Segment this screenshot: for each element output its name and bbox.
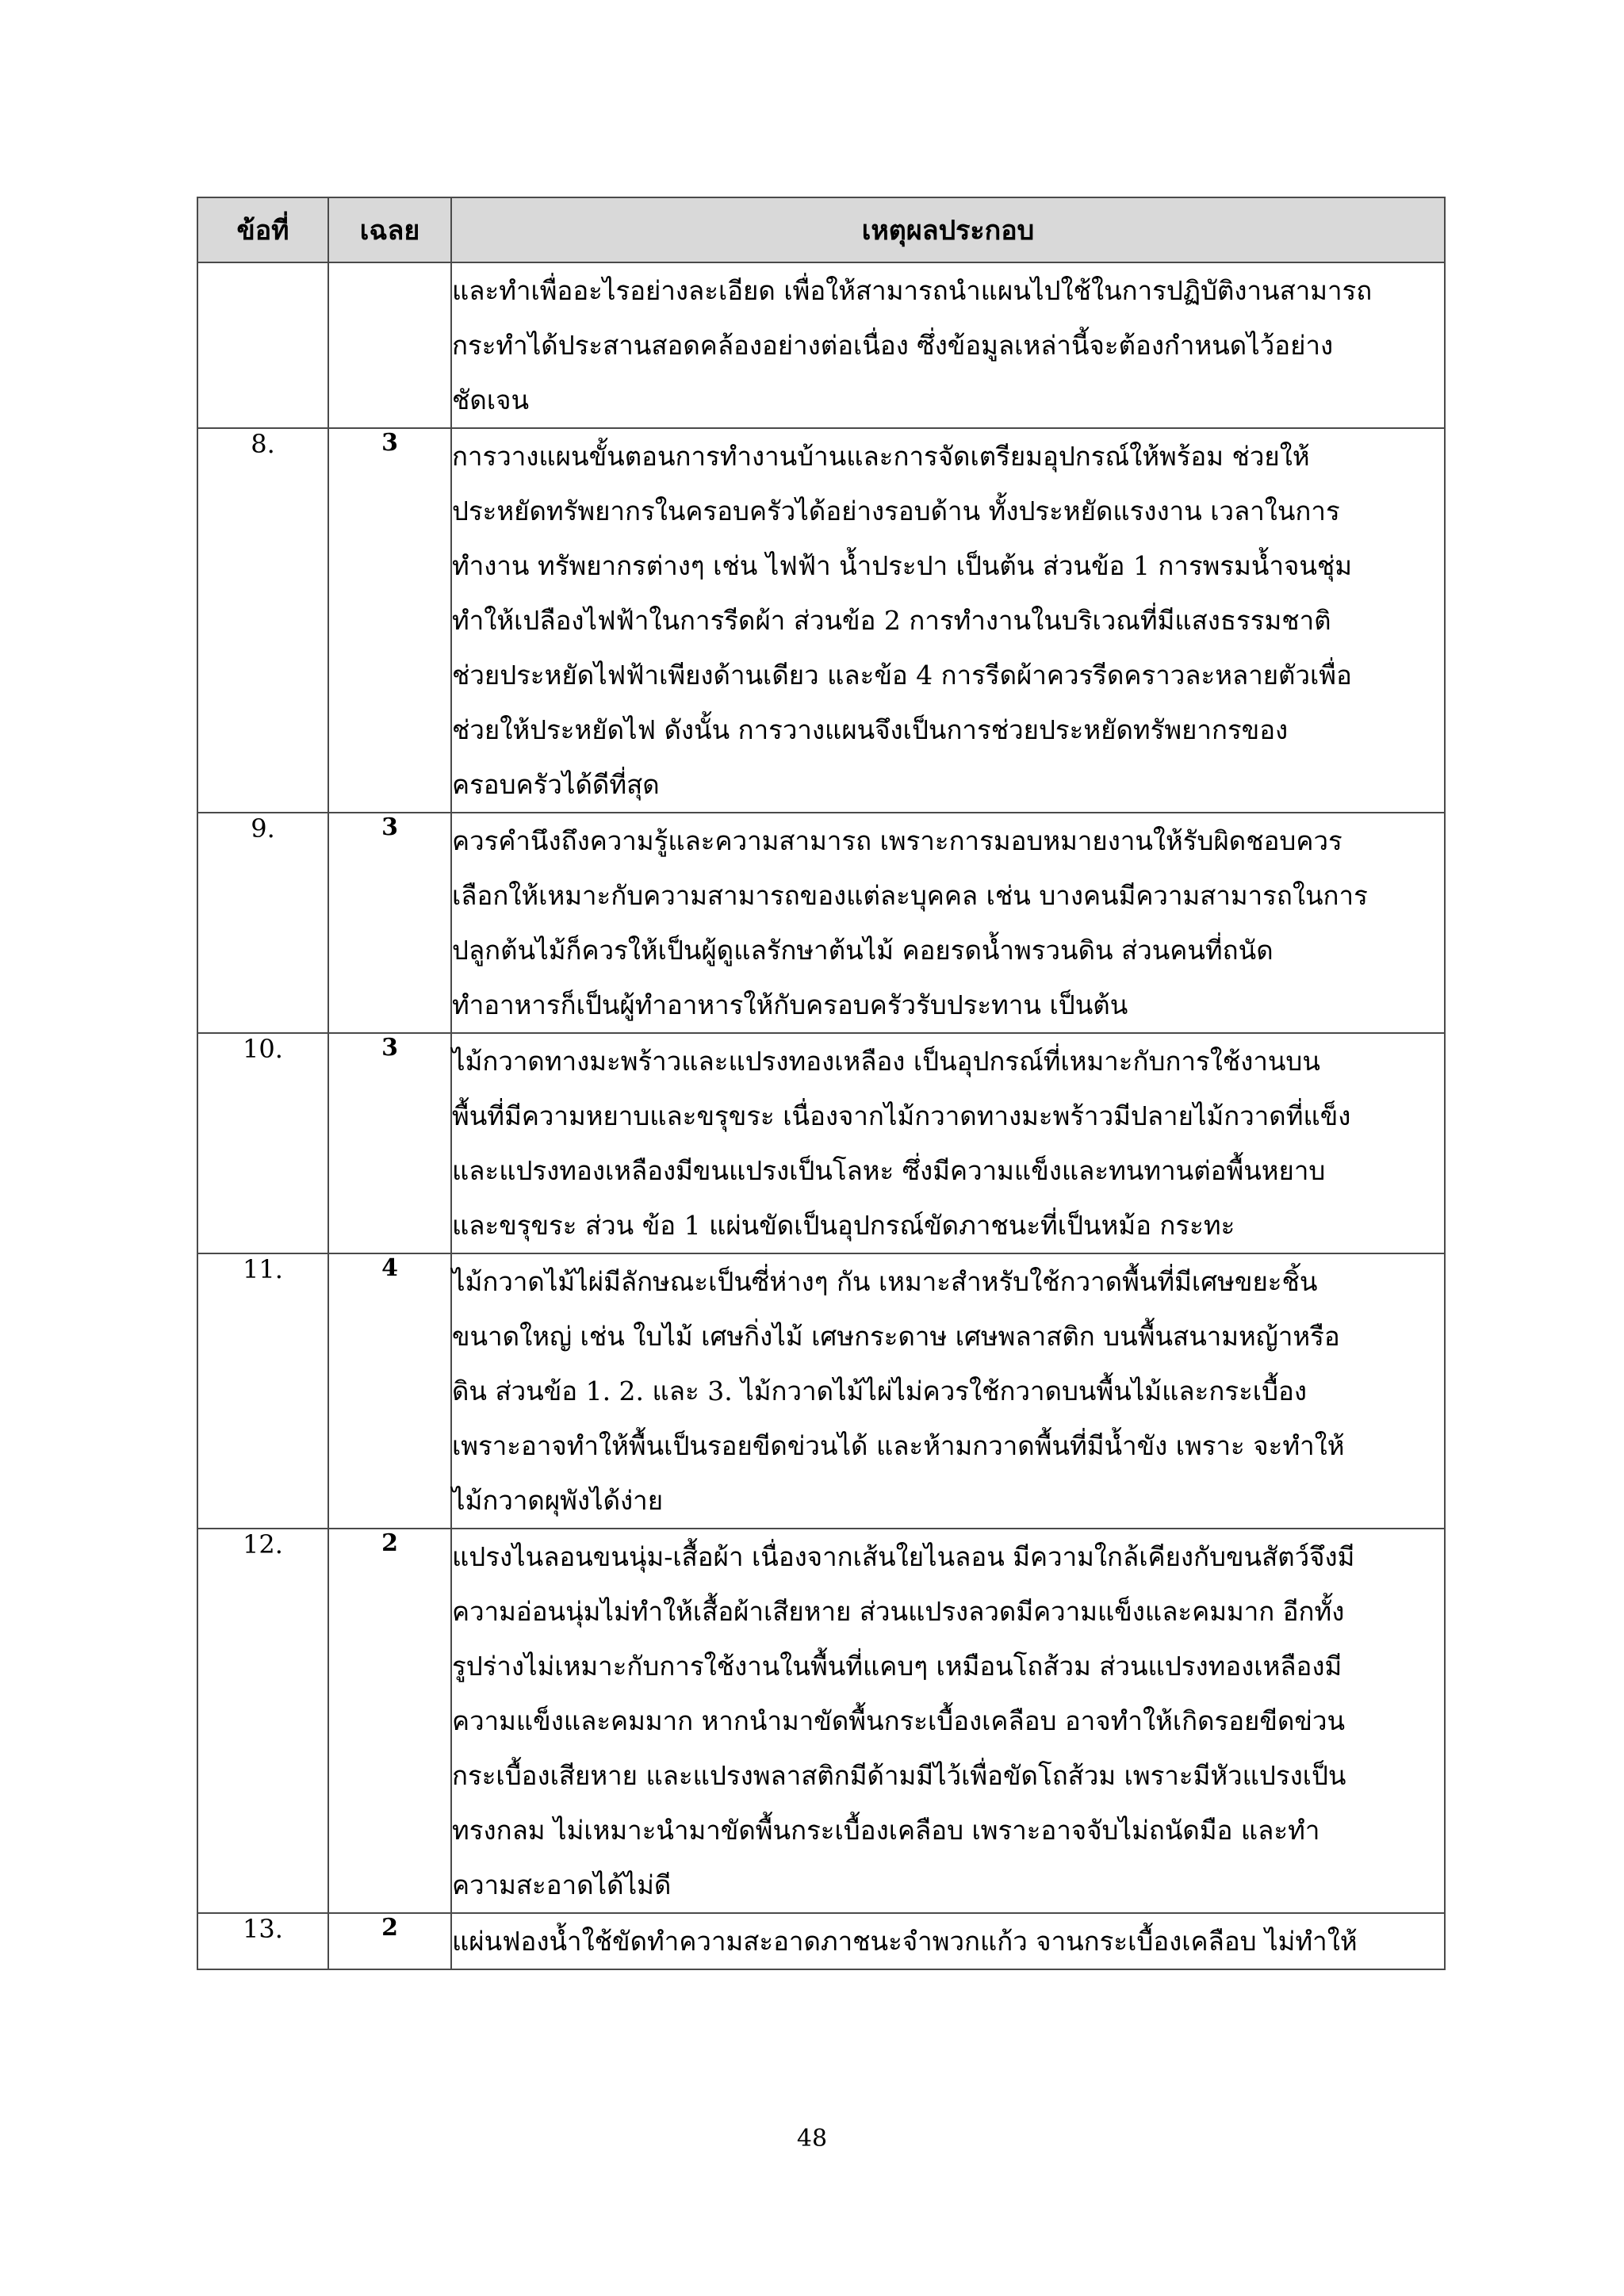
question-number: 12.	[197, 1529, 328, 1913]
answer-key: 3	[328, 1033, 451, 1253]
reason-line: ทรงกลม ไม่เหมาะนำมาขัดพื้นกระเบื้องเคลือบ เพราะอาจจับไม่ถนัดมือ และทำ	[452, 1815, 1320, 1846]
reason-line: ช่วยให้ประหยัดไฟ ดังนั้น การวางแผนจึงเป็นการช่วยประหยัดทรัพยากรของ	[452, 714, 1289, 745]
reason-text	[451, 262, 1445, 428]
question-number: 9.	[197, 813, 328, 1033]
reason-text	[451, 1913, 1445, 1969]
reason-line: กระเบื้องเสียหาย และแปรงพลาสติกมีด้ามมีไว้เพื่อขัดโถส้วม เพราะมีหัวแปรงเป็น	[452, 1760, 1346, 1791]
question-number: 13.	[197, 1913, 328, 1969]
reason-line: กระทำได้ประสานสอดคล้องอย่างต่อเนื่อง ซึ่งข้อมูลเหล่านี้จะต้องกำหนดไว้อย่าง	[452, 330, 1334, 361]
answer-key: 3	[328, 813, 451, 1033]
reason-text	[451, 813, 1445, 1033]
reason-line: รูปร่างไม่เหมาะกับการใช้งานในพื้นที่แคบๆ เหมือนโถส้วม ส่วนแปรงทองเหลืองมี	[452, 1651, 1342, 1682]
reason-line: ควรคำนึงถึงความรู้และความสามารถ เพราะการมอบหมายงานให้รับผิดชอบควร	[452, 825, 1342, 856]
header-answer: เฉลย	[328, 197, 451, 262]
reason-line: ไม้กวาดผุพังได้ง่าย	[452, 1485, 664, 1516]
reason-line: ทำอาหารก็เป็นผู้ทำอาหารให้กับครอบครัวรับประทาน เป็นต้น	[452, 989, 1128, 1020]
reason-line: ไม้กวาดไม้ไผ่มีลักษณะเป็นซี่ห่างๆ กัน เหมาะสำหรับใช้กวาดพื้นที่มีเศษขยะชิ้น	[452, 1266, 1318, 1297]
reason-line: และแปรงทองเหลืองมีขนแปรงเป็นโลหะ ซึ่งมีความแข็งและทนทานต่อพื้นหยาบ	[452, 1155, 1326, 1186]
reason-line: ทำให้เปลืองไฟฟ้าในการรีดผ้า ส่วนข้อ 2 การทำงานในบริเวณที่มีแสงธรรมชาติ	[452, 605, 1331, 636]
reason-line: เลือกให้เหมาะกับความสามารถของแต่ละบุคคล เช่น บางคนมีความสามารถในการ	[452, 880, 1368, 911]
header-row	[197, 197, 1445, 262]
reason-text	[451, 428, 1445, 813]
reason-line: ประหยัดทรัพยากรในครอบครัวได้อย่างรอบด้าน ทั้งประหยัดแรงงาน เวลาในการ	[452, 496, 1340, 526]
answer-key: 3	[328, 428, 451, 813]
reason-line: ความสะอาดได้ไม่ดี	[452, 1869, 672, 1900]
header-reason: เหตุผลประกอบ	[451, 197, 1445, 262]
page-number: 48	[796, 2125, 828, 2152]
reason-line: แปรงไนลอนขนนุ่ม-เสื้อผ้า เนื่องจากเส้นใยไนลอน มีความใกล้เคียงกับขนสัตว์จึงมี	[452, 1541, 1355, 1572]
table-row	[197, 1253, 1445, 1529]
answer-key: 2	[328, 1529, 451, 1913]
reason-line: เพราะอาจทำให้พื้นเป็นรอยขีดข่วนได้ และห้ามกวาดพื้นที่มีน้ำขัง เพราะ จะทำให้	[452, 1430, 1345, 1461]
table-body	[197, 262, 1445, 1969]
reason-line: ทำงาน ทรัพยากรต่างๆ เช่น ไฟฟ้า น้ำประปา เป็นต้น ส่วนข้อ 1 การพรมน้ำจนชุ่ม	[452, 550, 1353, 581]
table-row	[197, 813, 1445, 1033]
reason-line: ชัดเจน	[452, 385, 530, 415]
reason-line: ความแข็งและคมมาก หากนำมาขัดพื้นกระเบื้องเคลือบ อาจทำให้เกิดรอยขีดข่วน	[452, 1705, 1346, 1736]
reason-text	[451, 1529, 1445, 1913]
reason-line: พื้นที่มีความหยาบและขรุขระ เนื่องจากไม้กวาดทางมะพร้าวมีปลายไม้กวาดที่แข็ง	[452, 1100, 1351, 1131]
table-row	[197, 1529, 1445, 1913]
reason-line: แผ่นฟองน้ำใช้ขัดทำความสะอาดภาชนะจำพวกแก้ว จานกระเบื้องเคลือบ ไม่ทำให้	[452, 1926, 1358, 1957]
table-header	[197, 197, 1445, 262]
reason-line: ครอบครัวได้ดีที่สุด	[452, 769, 660, 800]
answer-key: 2	[328, 1913, 451, 1969]
reason-line: ไม้กวาดทางมะพร้าวและแปรงทองเหลือง เป็นอุปกรณ์ที่เหมาะกับการใช้งานบน	[452, 1046, 1320, 1077]
reason-line: ปลูกต้นไม้ก็ควรให้เป็นผู้ดูแลรักษาต้นไม้ คอยรดน้ำพรวนดิน ส่วนคนที่ถนัด	[452, 935, 1274, 966]
answer-table	[197, 197, 1446, 1970]
table-row	[197, 428, 1445, 813]
reason-line: การวางแผนขั้นตอนการทำงานบ้านและการจัดเตรียมอุปกรณ์ให้พร้อม ช่วยให้	[452, 441, 1310, 472]
reason-text	[451, 1033, 1445, 1253]
answer-key	[328, 262, 451, 428]
table-row	[197, 262, 1445, 428]
question-number: 10.	[197, 1033, 328, 1253]
table-row	[197, 1913, 1445, 1969]
header-number: ข้อที่	[197, 197, 328, 262]
answer-key: 4	[328, 1253, 451, 1529]
question-number	[197, 262, 328, 428]
table-row	[197, 1033, 1445, 1253]
question-number: 11.	[197, 1253, 328, 1529]
reason-text	[451, 1253, 1445, 1529]
question-number: 8.	[197, 428, 328, 813]
reason-line: ความอ่อนนุ่มไม่ทำให้เสื้อผ้าเสียหาย ส่วนแปรงลวดมีความแข็งและคมมาก อีกทั้ง	[452, 1596, 1345, 1627]
reason-line: ดิน ส่วนข้อ 1. 2. และ 3. ไม้กวาดไม้ไผ่ไม่ควรใช้กวาดบนพื้นไม้และกระเบื้อง	[452, 1376, 1307, 1406]
reason-line: ช่วยประหยัดไฟฟ้าเพียงด้านเดียว และข้อ 4 การรีดผ้าควรรีดคราวละหลายตัวเพื่อ	[452, 660, 1352, 691]
reason-line: และขรุขระ ส่วน ข้อ 1 แผ่นขัดเป็นอุปกรณ์ขัดภาชนะที่เป็นหม้อ กระทะ	[452, 1210, 1235, 1241]
reason-line: และทำเพื่ออะไรอย่างละเอียด เพื่อให้สามารถนำแผนไปใช้ในการปฏิบัติงานสามารถ	[452, 275, 1373, 306]
reason-line: ขนาดใหญ่ เช่น ใบไม้ เศษกิ่งไม้ เศษกระดาษ เศษพลาสติก บนพื้นสนามหญ้าหรือ	[452, 1321, 1340, 1352]
